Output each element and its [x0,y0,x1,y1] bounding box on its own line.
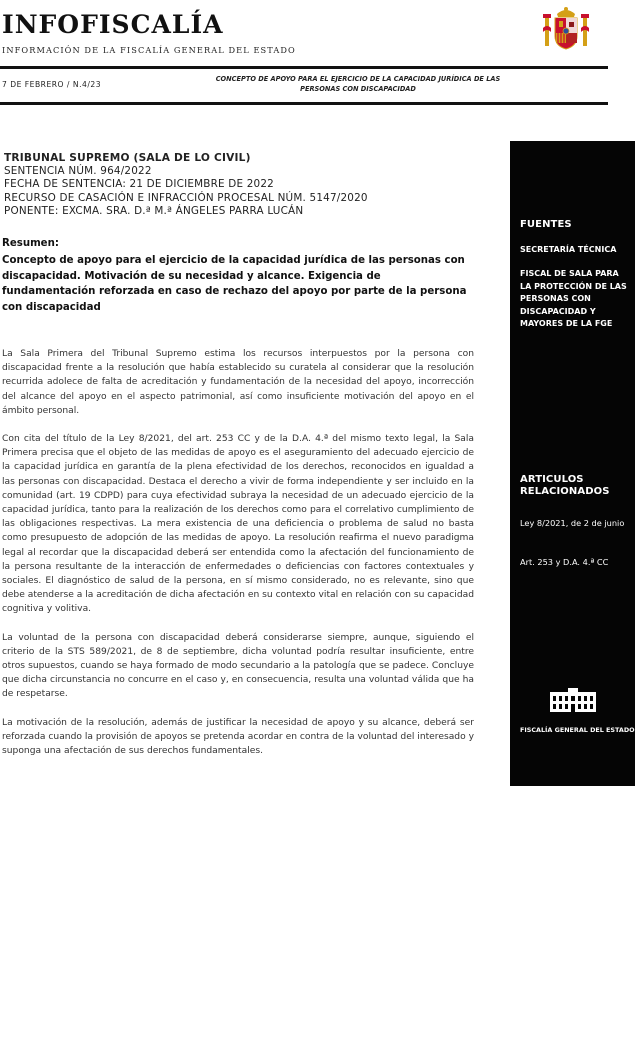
body-paragraph: La Sala Primera del Tribunal Supremo estima los recursos interpuestos por la persona con discapacidad frente a la resolución que había establecido su curatela al considerar que la resolución recurrida adolece de falta de acreditación y fundamentación de la necesidad del apoyo, incorrección del alcance del apoyo en el aspecto patrimonial, así como insuficiente motivación del apoyo en el ámbito personal. [2,349,474,416]
issue-label: 7 DE FEBRERO / N.4/23 [2,80,102,89]
fge-building-icon [550,688,596,712]
page-subtitle: INFORMACIÓN DE LA FISCALÍA GENERAL DEL ESTADO [2,45,296,55]
related-heading: ARTICULOS RELACIONADOS [520,474,610,497]
concept-heading: CONCEPTO DE APOYO PARA EL EJERCICIO DE LA CAPACIDAD JURÍDICA DE LAS PERSONAS CON DISCAPACIDAD [215,75,501,93]
body-paragraph: La motivación de la resolución, además de justificar la necesidad de apoyo y su alcance, deberá ser reforzada cuando la provisión de apoyos se pretenda acordar en contra de la voluntad del interesado y suponga una afectación de sus derechos fundamentales. [2,717,474,757]
summary-text: Concepto de apoyo para el ejercicio de la capacidad jurídica de las personas con discapacidad. Motivación de su necesidad y alcance. Exigencia de fundamentación reforzada en caso de rechazo del apoyo por parte de la persona con discapacidad [2,255,467,313]
court-title: TRIBUNAL SUPREMO (SALA DE LO CIVIL) [4,152,251,164]
institution-name: FISCALÍA GENERAL DEL ESTADO [520,726,635,734]
related-link-art-253[interactable]: Art. 253 y D.A. 4.ª CC [520,557,609,567]
source-prosecutor-disability: FISCAL DE SALA PARA LA PROTECCIÓN DE LAS PERSONAS CON DISCAPACIDAD Y MAYORES DE LA FGE [520,269,627,328]
appeal-number: RECURSO DE CASACIÓN E INFRACCIÓN PROCESAL NÚM. 5147/2020 [4,191,368,204]
sentence-number: SENTENCIA NÚM. 964/2022 [4,165,152,178]
speaker: PONENTE: EXCMA. SRA. D.ª M.ª ÁNGELES PARRA LUCÁN [4,204,304,217]
sources-heading: FUENTES [520,219,572,230]
body-paragraph: La voluntad de la persona con discapacidad deberá considerarse siempre, aunque, siguiendo el criterio de la STS 589/2021, de 8 de septiembre, dicha voluntad podría resultar insuficiente, entre otros supuestos, cuando se haya formado de modo secundario a la patología que se padece. Concluye que dicha circunstancia no concurre en el caso y, en consecuencia, resulta una voluntad válida que ha de respetarse. [2,632,474,700]
header-bottom-rule [0,102,608,105]
sidebar [510,141,635,786]
spain-coat-of-arms-icon [543,6,589,50]
court-info [4,152,484,218]
article-body [2,347,474,772]
header-top-rule [0,66,608,69]
source-technical-secretariat: SECRETARÍA TÉCNICA [520,245,617,254]
body-paragraph: Con cita del título de la Ley 8/2021, del art. 253 CC y de la D.A. 4.ª del mismo texto legal, la Sala Primera precisa que el objeto de las medidas de apoyo es el aseguramiento del adecuado ejercicio de la capacidad jurídica en garantía de la plena efectividad de los derechos, reconocidos en igualdad a las personas con discapacidad. Destaca el derecho a vivir de forma independiente y ser incluido en la comunidad (art. 19 CDPD) para cuya efectividad subraya la necesidad de un adecuado ejercicio de la capacidad jurídica, tanto para la realización de los derechos como para el correlativo cumplimiento de las obligaciones respectivas. La mera existencia de una deficiencia o problema de salud no basta como presupuesto de adopción de las medidas de apoyo. La resolución reafirma el nuevo paradigma legal al recordar que la discapacidad deberá ser entendida como la afectación del funcionamiento de la persona resultante de la interacción de enfermedades o deficiencias con factores contextuales y sociales. El diagnóstico de salud de la persona, en sí mismo considerado, no es relevante, sino que debe atenderse a la acreditación de dicha afectación en su contexto vital en relación con su capacidad cognitiva y volitiva. [2,434,474,615]
related-link-ley-8-2021[interactable]: Ley 8/2021, de 2 de junio [520,518,625,528]
page-title: INFOFISCALÍA [2,10,224,39]
sentence-date: FECHA DE SENTENCIA: 21 DE DICIEMBRE DE 2022 [4,178,274,191]
summary-label: Resumen: [2,238,59,249]
